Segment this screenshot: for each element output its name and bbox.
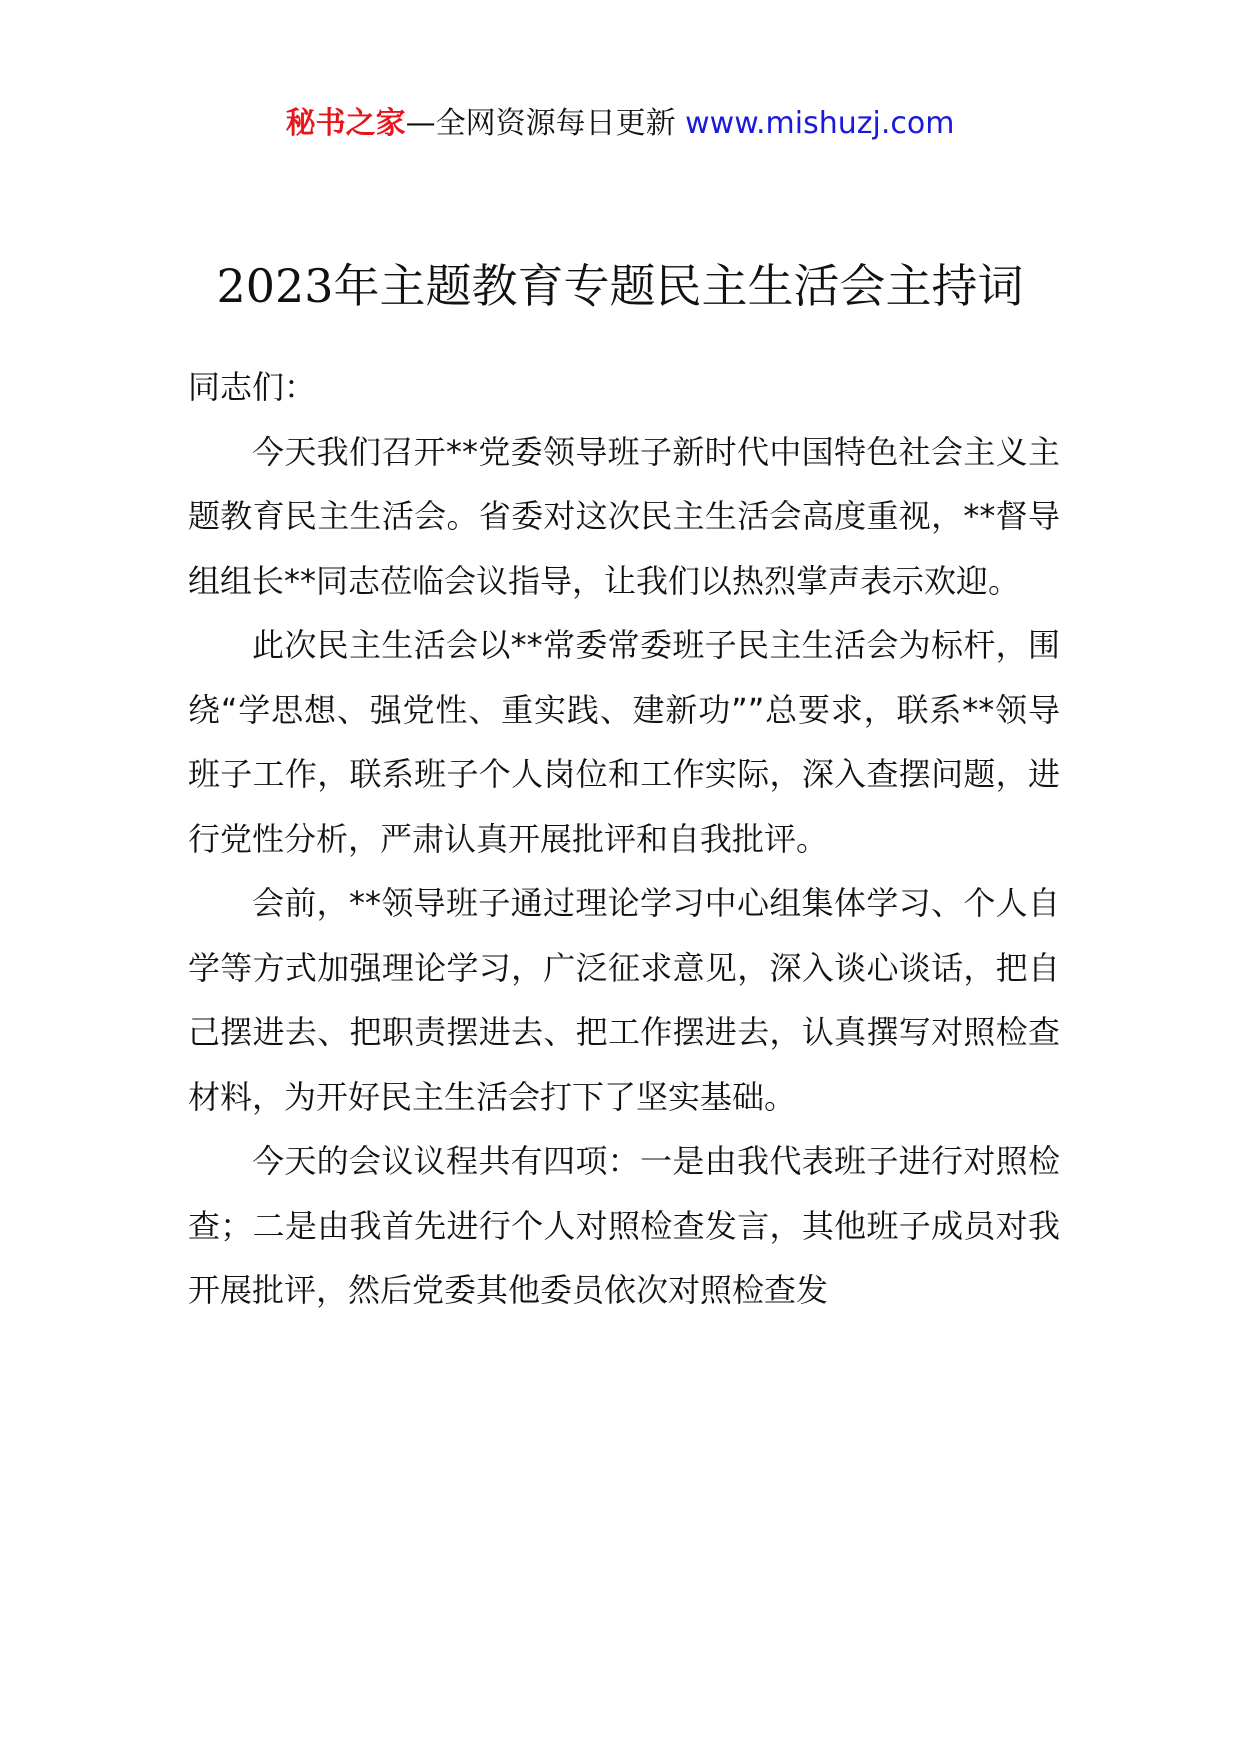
brand-name: 秘书之家: [285, 106, 406, 141]
title-text: 年主题教育专题民主生活会主持词: [333, 259, 1024, 313]
salutation: 同志们：: [188, 368, 317, 406]
paragraph: 今天的会议议程共有四项：一是由我代表班子进行对照检查；二是由我首先进行个人对照检查发言，其他班子成员对我开展批评，然后党委其他委员依次对照检查发: [188, 1142, 1060, 1309]
paragraph: 今天我们召开**党委领导班子新时代中国特色社会主义主题教育民主生活会。省委对这次民主生活会高度重视，**督导组组长**同志莅临会议指导，让我们以热烈掌声表示欢迎。: [188, 432, 1060, 600]
document-body: [188, 355, 1060, 1323]
paragraph: 此次民主生活会以**常委常委班子民主生活会为标杆，围绕“学思想、强党性、重实践、建新功””总要求，联系**领导班子工作，联系班子个人岗位和工作实际，深入查摆问题，进行党性分析，严肃认真开展批评和自我批评。: [188, 626, 1060, 858]
site-header: [0, 104, 1240, 144]
header-tagline: —全网资源每日更新: [405, 106, 676, 141]
paragraph: 会前，**领导班子通过理论学习中心组集体学习、个人自学等方式加强理论学习，广泛征求意见，深入谈心谈话，把自己摆进去、把职责摆进去、把工作摆进去，认真撰写对照检查材料，为开好民主生活会打下了坚实基础。: [188, 884, 1060, 1116]
document-title: [0, 256, 1240, 316]
title-year: 2023: [216, 259, 334, 313]
site-url-link[interactable]: www.mishuzj.com: [685, 106, 955, 141]
